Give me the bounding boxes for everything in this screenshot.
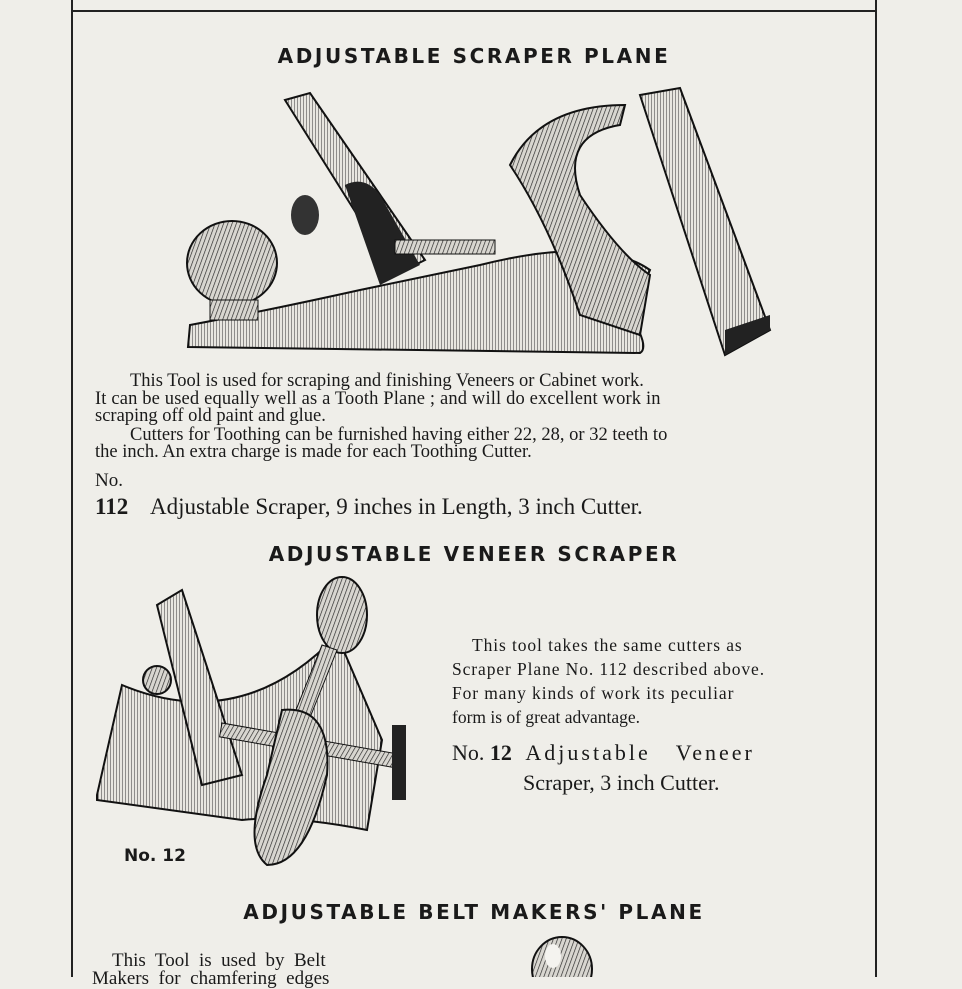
section-title-belt-makers-plane: ADJUSTABLE BELT MAKERS' PLANE [243,900,705,924]
section-title-scraper-plane: ADJUSTABLE SCRAPER PLANE [277,44,671,68]
number-label: No. [452,740,485,765]
description-line: scraping off old paint and glue. [95,406,326,426]
item-description: Adjustable Veneer [525,740,755,765]
catalog-entry-112 [95,494,643,520]
figure-caption-no-12: No. 12 [124,846,186,866]
section-title-veneer-scraper: ADJUSTABLE VENEER SCRAPER [268,542,680,566]
item-number: 112 [95,494,129,519]
page-frame-right [875,0,877,977]
description-line: Cutters for Toothing can be furnished having either 22, 28, or 32 teeth to [130,425,668,445]
page-frame-top [71,10,877,12]
description-line: the inch. An extra charge is made for each Toothing Cutter. [95,442,532,462]
belt-makers-plane-illustration [525,934,600,977]
item-number: 12 [489,740,512,765]
description-line: For many kinds of work its peculiar [452,683,735,703]
page-frame-left [71,0,73,977]
item-description-continued: Scraper, 3 inch Cutter. [523,770,720,795]
description-line: This Tool is used for scraping and finishing Veneers or Cabinet work. [130,371,644,391]
number-label: No. [95,470,123,491]
description-line: form is of great advantage. [452,707,641,727]
description-line: This Tool is used by Belt [112,950,326,971]
scraper-plane-illustration [180,85,780,360]
description-line: Makers for chamfering edges [92,968,330,989]
description-line: Scraper Plane No. 112 described above. [452,659,765,679]
item-description: Adjustable Scraper, 9 inches in Length, 3 inch Cutter. [149,494,643,519]
description-line: It can be used equally well as a Tooth Plane ; and will do excellent work in [95,389,661,409]
veneer-scraper-illustration [92,575,437,875]
description-line: This tool takes the same cutters as [472,635,743,655]
catalog-entry-12 [452,740,755,766]
